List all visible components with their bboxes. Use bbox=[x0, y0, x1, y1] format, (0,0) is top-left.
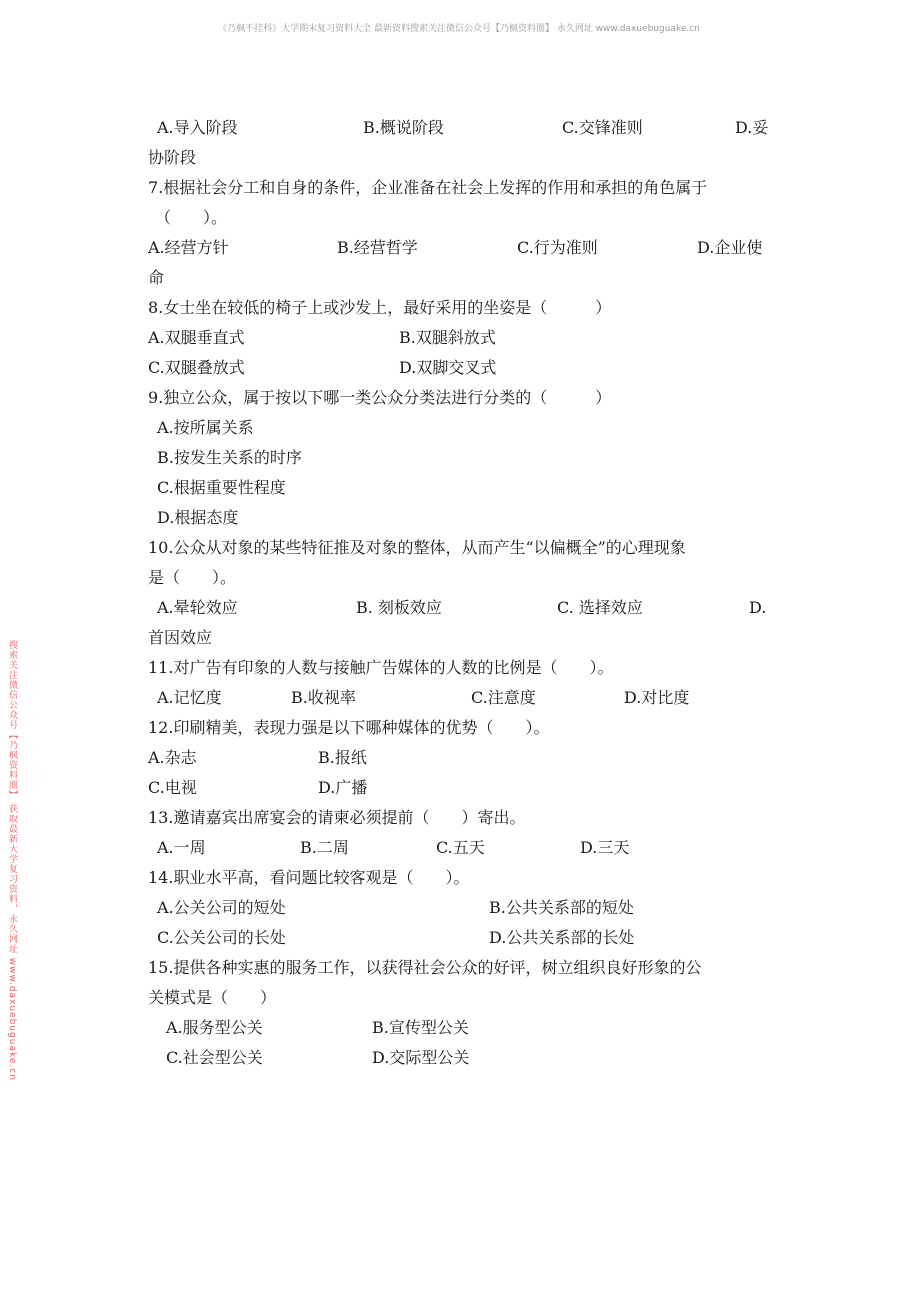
question-text: 15.提供各种实惠的服务工作，以获得社会公众的好评，树立组织良好形象的公 bbox=[148, 958, 702, 977]
option-text: C.行为准则 bbox=[517, 238, 598, 257]
option-text: B.公共关系部的短处 bbox=[489, 898, 634, 917]
option-text: D.对比度 bbox=[624, 688, 690, 707]
option-text: C.双腿叠放式 bbox=[148, 358, 245, 377]
option-text: B. 刻板效应 bbox=[356, 598, 442, 617]
option-text: C.根据重要性程度 bbox=[157, 478, 286, 497]
option-text: A.经营方针 bbox=[148, 238, 229, 257]
question-text: 14.职业水平高，看问题比较客观是（ ）。 bbox=[148, 868, 470, 887]
question-text: 是（ ）。 bbox=[148, 568, 237, 587]
question-text: 8.女士坐在较低的椅子上或沙发上，最好采用的坐姿是（ ） bbox=[148, 298, 612, 317]
option-text: A.按所属关系 bbox=[157, 418, 254, 437]
option-text: A.一周 bbox=[157, 838, 206, 857]
option-text: B.二周 bbox=[300, 838, 349, 857]
option-text: C.社会型公关 bbox=[166, 1048, 263, 1067]
option-text: D.广播 bbox=[318, 778, 368, 797]
option-text: A.记忆度 bbox=[157, 688, 222, 707]
option-text: A.杂志 bbox=[148, 748, 197, 767]
option-text: A.公关公司的短处 bbox=[157, 898, 286, 917]
option-text: C.交锋准则 bbox=[562, 118, 643, 137]
option-text: A.导入阶段 bbox=[157, 118, 238, 137]
option-text: 首因效应 bbox=[148, 628, 213, 647]
option-text: C. 选择效应 bbox=[557, 598, 643, 617]
option-text: D.公共关系部的长处 bbox=[489, 928, 635, 947]
option-text: B.概说阶段 bbox=[363, 118, 444, 137]
option-text: B.宣传型公关 bbox=[372, 1018, 469, 1037]
option-text: C.公关公司的长处 bbox=[157, 928, 286, 947]
question-text: 12.印刷精美，表现力强是以下哪种媒体的优势（ ）。 bbox=[148, 718, 550, 737]
option-text: A.晕轮效应 bbox=[157, 598, 238, 617]
option-text: B.收视率 bbox=[291, 688, 356, 707]
option-text: D.根据态度 bbox=[157, 508, 239, 527]
option-text: 协阶段 bbox=[148, 148, 197, 167]
option-text: C.注意度 bbox=[471, 688, 536, 707]
page-header-watermark: 《乃枫不挂科》大学期末复习资料大全 最新资料搜索关注微信公众号【乃枫资料圈】 永久网址 www.daxuebuguake.cn bbox=[218, 24, 700, 34]
question-text: 11.对广告有印象的人数与接触广告媒体的人数的比例是（ ）。 bbox=[148, 658, 614, 677]
question-text: 10.公众从对象的某些特征推及对象的整体，从而产生“以偏概全”的心理现象 bbox=[148, 538, 686, 557]
option-text: B.经营哲学 bbox=[337, 238, 418, 257]
option-text: D.企业使 bbox=[697, 238, 763, 257]
option-text: 命 bbox=[148, 268, 165, 287]
option-text: A.双腿垂直式 bbox=[148, 328, 245, 347]
option-text: D.交际型公关 bbox=[372, 1048, 470, 1067]
question-text: 9.独立公众，属于按以下哪一类公众分类法进行分类的（ ） bbox=[148, 388, 612, 407]
option-text: B.双腿斜放式 bbox=[399, 328, 496, 347]
option-text: C.五天 bbox=[436, 838, 485, 857]
option-text: C.电视 bbox=[148, 778, 197, 797]
question-text: 13.邀请嘉宾出席宴会的请柬必须提前（ ）寄出。 bbox=[148, 808, 526, 827]
question-text: 关模式是（ ） bbox=[148, 988, 277, 1007]
option-text: D.三天 bbox=[580, 838, 630, 857]
question-text: 7.根据社会分工和自身的条件，企业准备在社会上发挥的作用和承担的角色属于 bbox=[148, 178, 708, 197]
option-text: B.报纸 bbox=[318, 748, 367, 767]
option-text: D. bbox=[749, 598, 767, 617]
question-text: （ ）。 bbox=[155, 208, 228, 227]
option-text: B.按发生关系的时序 bbox=[157, 448, 302, 467]
option-text: D.双脚交叉式 bbox=[399, 358, 497, 377]
side-watermark: 搜索关注微信公众号【乃枫资料圈】 获取最新大学复习资料，永久网址 www.daxuebuguake.cn bbox=[7, 640, 17, 1081]
option-text: A.服务型公关 bbox=[166, 1018, 263, 1037]
option-text: D.妥 bbox=[735, 118, 769, 137]
